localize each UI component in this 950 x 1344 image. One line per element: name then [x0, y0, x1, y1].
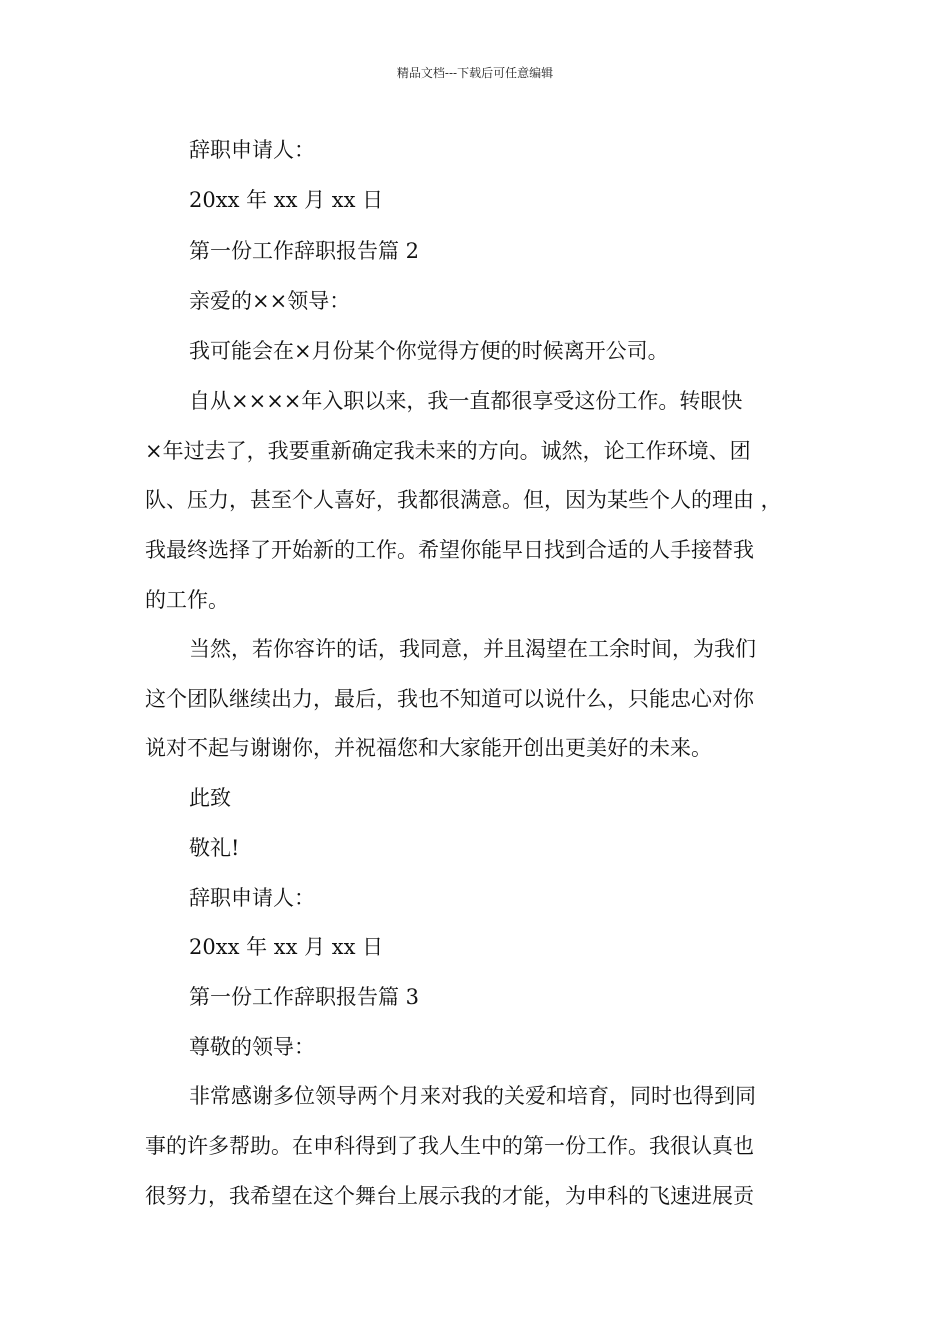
signature-label: 辞职申请人：	[189, 886, 315, 910]
section-title: 第一份工作辞职报告篇 3	[189, 985, 420, 1009]
section-title: 第一份工作辞职报告篇 2	[189, 239, 420, 263]
paragraph-line: 这个团队继续出力，最后，我也不知道可以说什么，只能忠心对你	[145, 687, 754, 711]
date-line: 20xx 年 xx 月 xx 日	[189, 188, 384, 212]
paragraph-line: 说对不起与谢谢你，并祝福您和大家能开创出更美好的未来。	[145, 736, 712, 760]
paragraph-line: ×年过去了，我要重新确定我未来的方向。诚然，论工作环境、团	[145, 439, 751, 463]
closing-line: 此致	[189, 786, 231, 810]
salutation: 亲爱的××领导：	[189, 289, 351, 313]
signature-label: 辞职申请人：	[189, 138, 315, 162]
date-line: 20xx 年 xx 月 xx 日	[189, 935, 384, 959]
paragraph-line: 自从××××年入职以来，我一直都很享受这份工作。转眼快	[189, 389, 743, 413]
salutation: 尊敬的领导：	[189, 1035, 315, 1059]
paragraph-line: 我最终选择了开始新的工作。希望你能早日找到合适的人手接替我	[145, 538, 754, 562]
page-header: 精品文档---下载后可任意编辑	[396, 66, 554, 80]
closing-line: 敬礼!	[189, 836, 240, 860]
paragraph-line: 队、压力，甚至个人喜好，我都很满意。但，因为某些个人的理由 ，	[145, 488, 782, 512]
paragraph-line: 非常感谢多位领导两个月来对我的关爱和培育，同时也得到同	[189, 1084, 756, 1108]
paragraph-line: 事的许多帮助。在申科得到了我人生中的第一份工作。我很认真也	[145, 1134, 754, 1158]
paragraph-line: 的工作。	[145, 588, 229, 612]
paragraph-line: 很努力，我希望在这个舞台上展示我的才能，为申科的飞速进展贡	[145, 1184, 754, 1208]
paragraph-line: 当然，若你容许的话，我同意，并且渴望在工余时间，为我们	[189, 637, 756, 661]
paragraph-line: 我可能会在×月份某个你觉得方便的时候离开公司。	[189, 339, 669, 363]
